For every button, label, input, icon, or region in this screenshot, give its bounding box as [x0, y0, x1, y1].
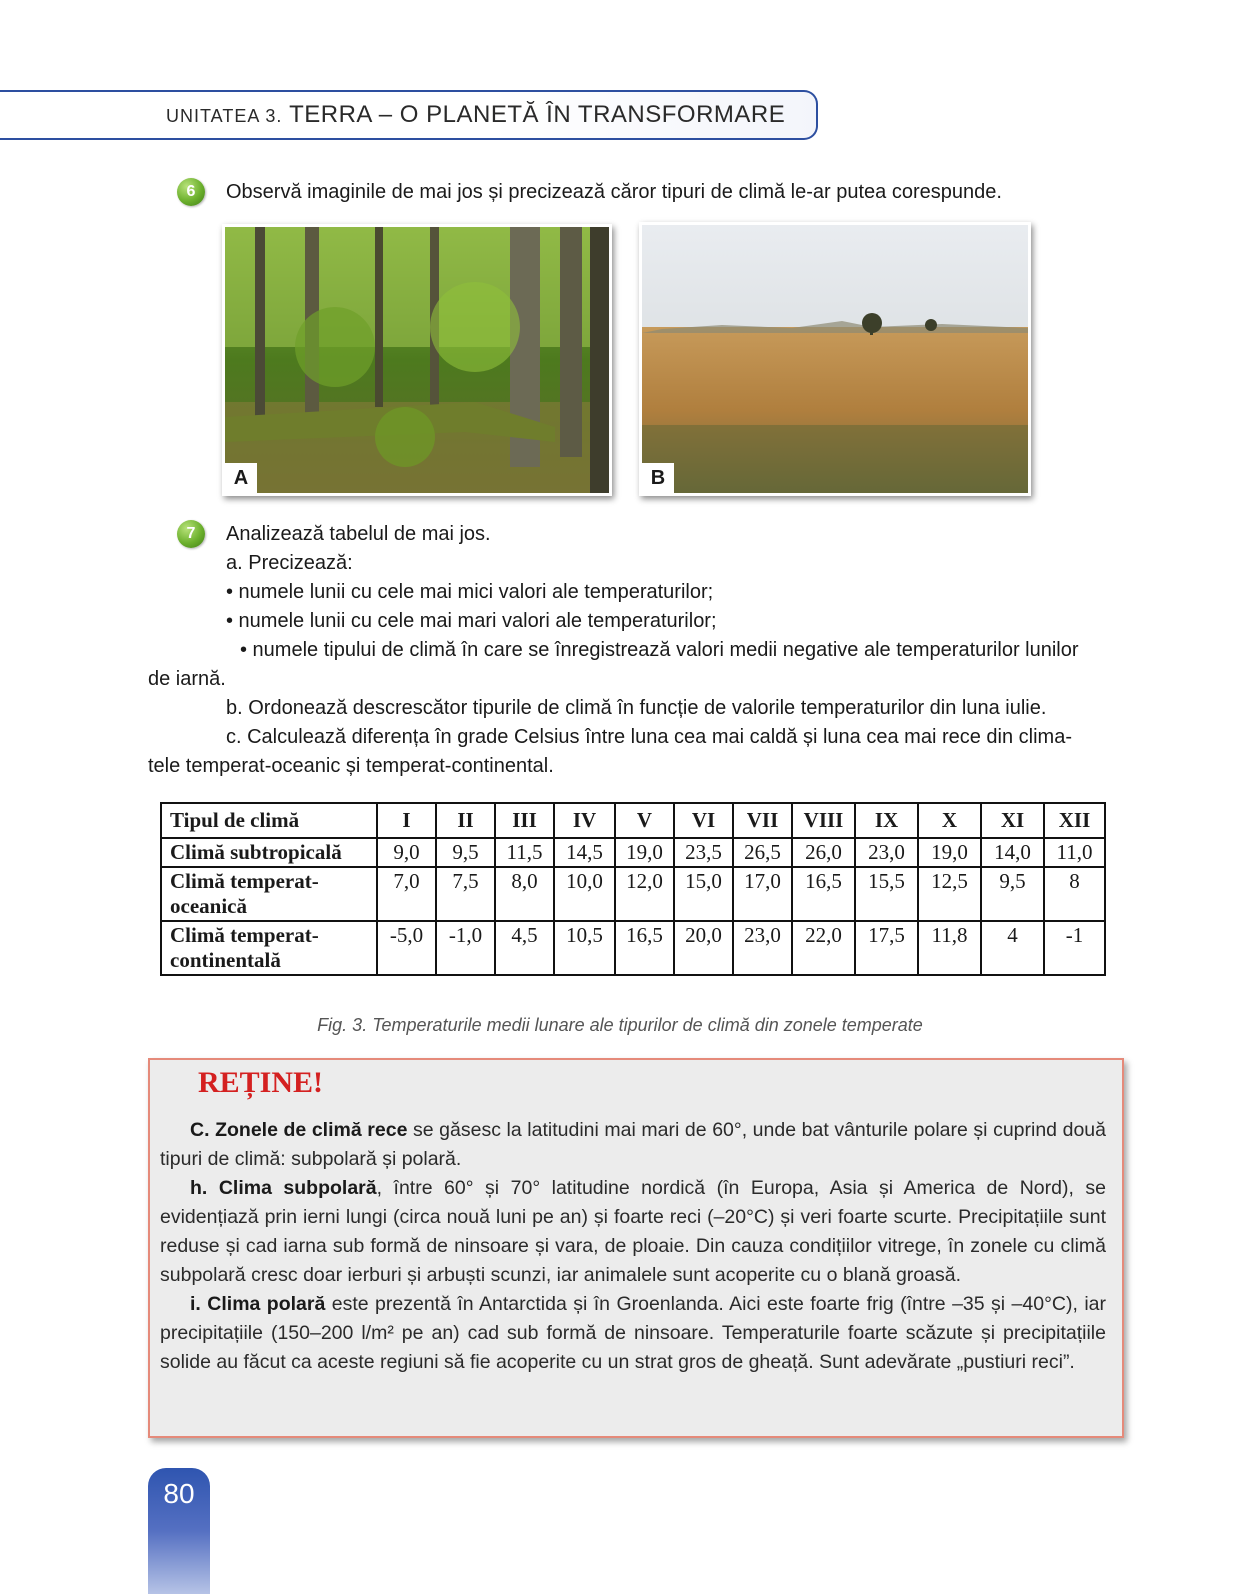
retine-paragraph [160, 1174, 1106, 1290]
row-name-line-2: continentală [170, 948, 281, 972]
ex7-line-7: c. Calculează diferența în grade Celsius între luna cea mai caldă și luna cea mai rece din clima- [226, 726, 1072, 748]
paragraph-text: este prezentă în Antarctida și în Groenlanda. Aici este foarte frig (între –35 și –40°C), iar precipitațiile (150–200 l/m² pe an) cad sub formă de ninsoare. Temperaturile foarte scăzute și precipitațiile solide au făcut ca aceste regiuni să fie acoperite cu un strat gros de gheață. Sunt adevărate „pustiuri reci”. [160, 1293, 1106, 1373]
header-climate-type: Tipul de climă [161, 803, 377, 838]
header-month: XI [981, 803, 1044, 838]
table-cell: 16,5 [615, 921, 674, 975]
table-cell: 20,0 [674, 921, 733, 975]
table-cell: 19,0 [918, 838, 981, 867]
photo-a-label: A [225, 463, 257, 493]
ex7-line-8: tele temperat-oceanic și temperat-continental. [148, 755, 554, 777]
unit-label: UNITATEA 3. [166, 106, 283, 126]
term-subpolar: h. Clima subpolară [190, 1177, 377, 1199]
table-cell: -5,0 [377, 921, 436, 975]
ex7-line-0: Analizează tabelul de mai jos. [226, 523, 491, 545]
header-month: IX [855, 803, 918, 838]
header-month: I [377, 803, 436, 838]
header-month: II [436, 803, 495, 838]
photo-b-label: B [642, 463, 674, 493]
retine-paragraph [160, 1116, 1106, 1174]
table-cell: 11,0 [1044, 838, 1105, 867]
table-cell: 14,5 [554, 838, 615, 867]
header-month: X [918, 803, 981, 838]
table-header-row [161, 803, 1105, 838]
row-climate-name [161, 921, 377, 975]
table-cell: 9,0 [377, 838, 436, 867]
figure-caption: Fig. 3. Temperaturile medii lunare ale tipurilor de climă din zonele temperate [317, 1015, 923, 1035]
table-cell: 9,5 [436, 838, 495, 867]
table-cell: 17,0 [733, 867, 792, 921]
table-cell: 11,8 [918, 921, 981, 975]
ex7-line-6: b. Ordonează descrescător tipurile de climă în funcție de valorile temperaturilor din luna iulie. [226, 697, 1047, 719]
retine-paragraph [160, 1290, 1106, 1377]
table-cell: 10,0 [554, 867, 615, 921]
table-cell: 11,5 [495, 838, 554, 867]
table-cell: 16,5 [792, 867, 855, 921]
table-cell: 7,0 [377, 867, 436, 921]
row-name-line-1: Climă subtropicală [170, 840, 342, 864]
unit-title: TERRA – O PLANETĂ ÎN TRANSFORMARE [289, 101, 786, 128]
table-cell: 26,5 [733, 838, 792, 867]
photo-forest [222, 224, 612, 496]
table-cell: 23,5 [674, 838, 733, 867]
ex7-line-4: • numele tipului de climă în care se înregistrează valori medii negative ale temperaturilor lunilor [240, 639, 1079, 661]
header-month: VII [733, 803, 792, 838]
table-cell: 23,0 [855, 838, 918, 867]
term-cold-zones: C. Zonele de climă rece [190, 1119, 408, 1141]
exercise-7-number: 7 [177, 520, 205, 548]
table-cell: 14,0 [981, 838, 1044, 867]
climate-temperature-table [160, 802, 1106, 976]
table-cell: 8 [1044, 867, 1105, 921]
photo-steppe [639, 222, 1031, 496]
paragraph-text: se găsesc la latitudini mai mari de 60°, unde bat vânturile polare și cuprind două tipuri de climă: subpolară și polară. [160, 1119, 1106, 1170]
header-month: XII [1044, 803, 1105, 838]
page-number-tab [148, 1468, 210, 1594]
header-month: III [495, 803, 554, 838]
row-name-line-1: Climă temperat- [170, 869, 319, 893]
steppe-illustration [642, 225, 1028, 493]
retine-title: REȚINE! [198, 1066, 324, 1099]
table-cell: 23,0 [733, 921, 792, 975]
header-month: IV [554, 803, 615, 838]
paragraph-text: , între 60° și 70° latitudine nordică (în Europa, Asia și America de Nord), se evidențiază prin ierni lungi (circa nouă luni pe an) și foarte reci (–20°C) și veri foarte scurte. Precipitațiile sunt reduse și cad iarna sub formă de ninsoare și vara, de ploaie. Din cauza condițiilor vitrege, în zonele cu climă subpolară cresc doar ierburi și arbuști scunzi, iar animalele sunt acoperite cu o blană groasă. [160, 1177, 1106, 1286]
table-cell: 15,0 [674, 867, 733, 921]
table-cell: 19,0 [615, 838, 674, 867]
header-month: VI [674, 803, 733, 838]
table-cell: -1,0 [436, 921, 495, 975]
row-name-line-1: Climă temperat- [170, 923, 319, 947]
ex7-line-3: • numele lunii cu cele mai mari valori ale temperaturilor; [226, 610, 717, 632]
table-cell: 12,5 [918, 867, 981, 921]
ex7-line-1: a. Precizează: [226, 552, 353, 574]
ex7-line-5: de iarnă. [148, 668, 226, 690]
retine-body [160, 1116, 1106, 1377]
table-cell: 7,5 [436, 867, 495, 921]
table-cell: -1 [1044, 921, 1105, 975]
table-row [161, 921, 1105, 975]
ex7-line-2: • numele lunii cu cele mai mici valori ale temperaturilor; [226, 581, 714, 603]
header-month: V [615, 803, 674, 838]
table-cell: 22,0 [792, 921, 855, 975]
table-cell: 10,5 [554, 921, 615, 975]
table-cell: 4,5 [495, 921, 554, 975]
header-month: VIII [792, 803, 855, 838]
table-cell: 15,5 [855, 867, 918, 921]
table-cell: 26,0 [792, 838, 855, 867]
table-cell: 4 [981, 921, 1044, 975]
unit-header-title [166, 101, 785, 129]
table-row [161, 838, 1105, 867]
table-row [161, 867, 1105, 921]
row-climate-name [161, 867, 377, 921]
retine-box [148, 1058, 1124, 1438]
table-cell: 17,5 [855, 921, 918, 975]
page-number: 80 [163, 1478, 195, 1509]
forest-illustration [225, 227, 609, 493]
table-cell: 8,0 [495, 867, 554, 921]
exercise-6-number: 6 [177, 178, 205, 206]
table-cell: 12,0 [615, 867, 674, 921]
row-name-line-2: oceanică [170, 894, 247, 918]
exercise-6-text: Observă imaginile de mai jos și precizează căror tipuri de climă le-ar putea corespunde. [226, 181, 1002, 203]
table-cell: 9,5 [981, 867, 1044, 921]
row-climate-name [161, 838, 377, 867]
term-polar: i. Clima polară [190, 1293, 326, 1315]
